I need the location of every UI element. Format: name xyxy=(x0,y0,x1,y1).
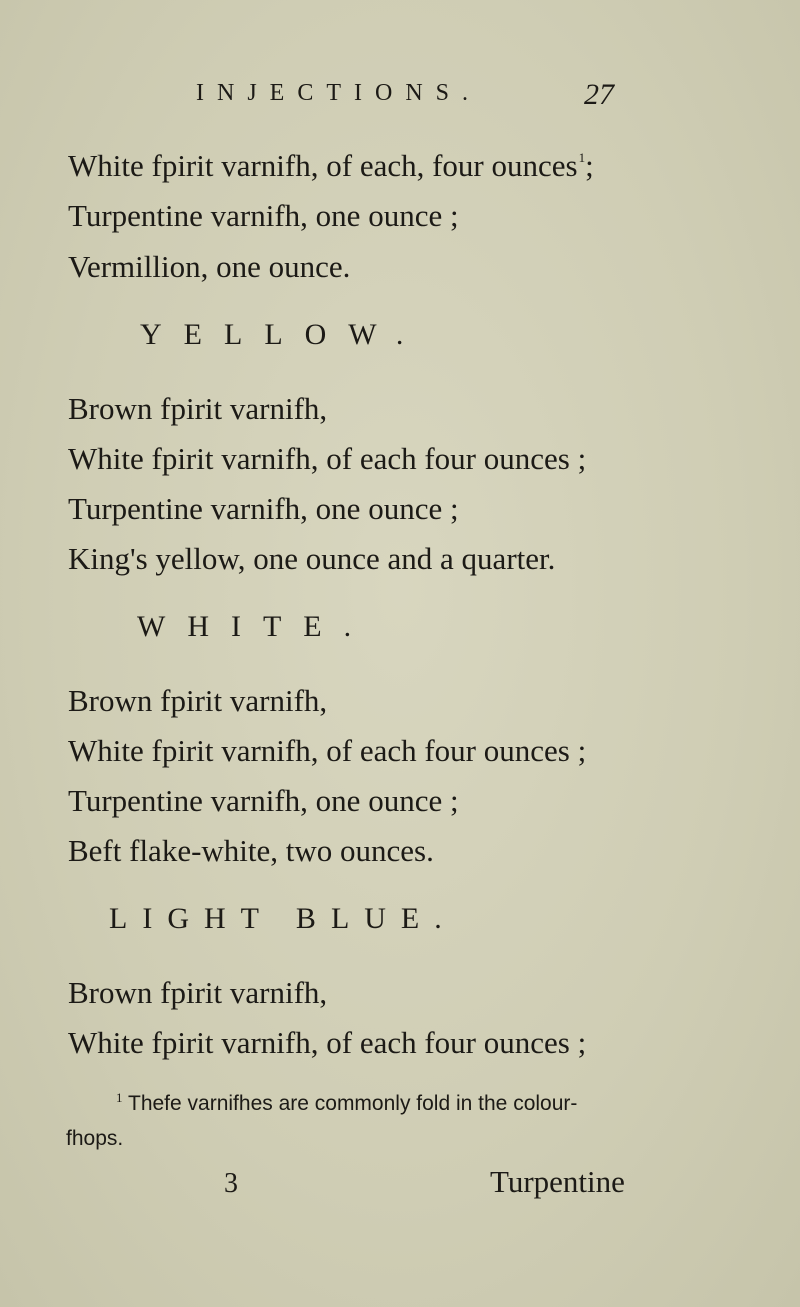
signature-mark: 3 xyxy=(224,1168,238,1199)
text-line: Brown fpirit varnifh, xyxy=(68,975,328,1010)
text-line: White fpirit varnifh, of each, four ounces$^1$; xyxy=(68,148,594,183)
section-heading-light-blue: LIGHT BLUE. xyxy=(109,902,457,935)
running-head-title: INJECTIONS. xyxy=(196,80,481,106)
section-heading-white: WHITE. xyxy=(137,610,374,643)
text-line: Brown fpirit varnifh, xyxy=(68,391,328,426)
catchword: Turpentine xyxy=(490,1164,625,1199)
text-line: Vermillion, one ounce. xyxy=(68,249,351,284)
text-line: Turpentine varnifh, one ounce ; xyxy=(68,783,459,818)
footnote-text: Thefe varnifhes are commonly fold in the colour- xyxy=(128,1092,578,1115)
section-heading-yellow: YELLOW. xyxy=(140,318,426,351)
footnote-mark: 1 xyxy=(116,1090,123,1105)
text-line: Turpentine varnifh, one ounce ; xyxy=(68,198,459,233)
text-line: White fpirit varnifh, of each four ounces ; xyxy=(68,1025,587,1060)
text-line: Beft flake-white, two ounces. xyxy=(68,833,434,868)
footnote-reference: 1 xyxy=(578,150,586,165)
footnote-text-continued: fhops. xyxy=(66,1127,124,1150)
text-line: Brown fpirit varnifh, xyxy=(68,683,328,718)
text-line: White fpirit varnifh, of each four ounces ; xyxy=(68,733,587,768)
text-line: King's yellow, one ounce and a quarter. xyxy=(68,541,556,576)
text-line: Turpentine varnifh, one ounce ; xyxy=(68,491,459,526)
page-number: 27 xyxy=(584,78,614,111)
text-line: White fpirit varnifh, of each four ounces ; xyxy=(68,441,587,476)
running-head xyxy=(0,80,800,120)
